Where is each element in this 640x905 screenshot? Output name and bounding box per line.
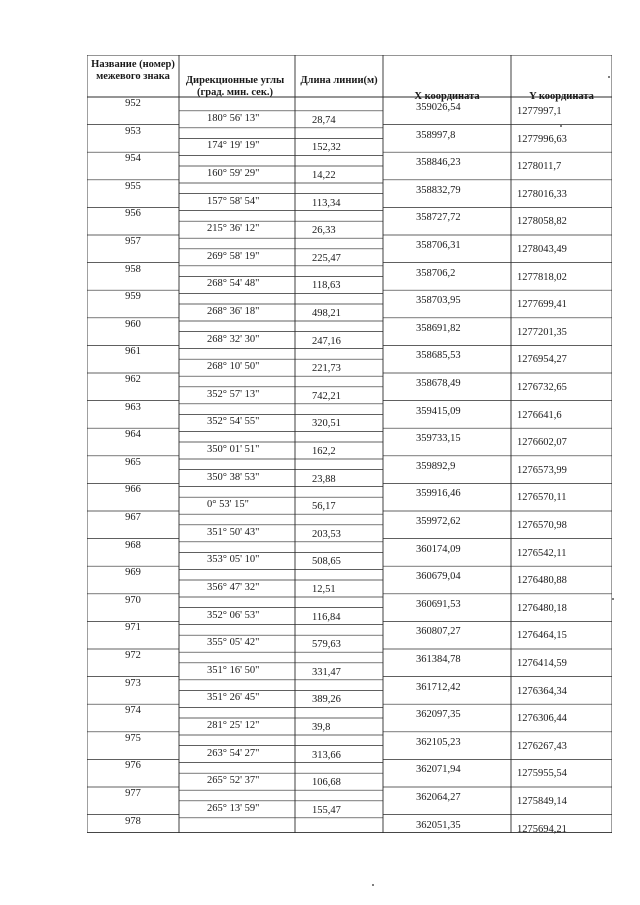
- point-y-coordinate: 1278058,82: [517, 216, 567, 228]
- point-x-coordinate: 359972,62: [416, 516, 461, 527]
- segment-angle: 351° 50' 43": [207, 526, 260, 538]
- point-name: 965: [125, 456, 141, 468]
- segment-length: 742,21: [312, 390, 341, 402]
- point-x-coordinate: 358706,31: [416, 240, 461, 251]
- segment-angle: 263° 54' 27": [207, 747, 260, 759]
- point-name: 960: [125, 318, 141, 330]
- header-angles: Дирекционные углы (град. мин. сек.): [185, 75, 285, 98]
- segment-angle: 352° 06' 53": [207, 609, 260, 621]
- point-x-coordinate: 360807,27: [416, 626, 461, 638]
- point-y-coordinate: 1277818,02: [517, 271, 567, 283]
- point-name: 973: [125, 677, 141, 689]
- point-y-coordinate: 1276480,88: [517, 575, 567, 587]
- segment-angle: 215° 36' 12": [207, 223, 260, 235]
- point-name: 958: [125, 263, 141, 275]
- segment-length: 113,34: [312, 197, 341, 209]
- segment-angle: 352° 57' 13": [207, 388, 260, 400]
- point-x-coordinate: 359415,09: [416, 405, 461, 417]
- point-name: 962: [125, 374, 141, 385]
- point-y-coordinate: 1276414,59: [517, 658, 567, 669]
- point-y-coordinate: 1276306,44: [517, 713, 567, 725]
- boundary-coordinates-table: [87, 55, 612, 850]
- point-y-coordinate: 1276570,11: [517, 492, 567, 504]
- point-x-coordinate: 361712,42: [416, 681, 461, 693]
- point-x-coordinate: 362097,35: [416, 709, 461, 721]
- point-y-coordinate: 1275694,21: [517, 823, 567, 835]
- point-name: 955: [125, 180, 141, 192]
- segment-length: 118,63: [312, 280, 341, 292]
- point-x-coordinate: 362071,94: [416, 764, 461, 776]
- point-name: 969: [125, 567, 141, 579]
- point-y-coordinate: 1275849,14: [517, 796, 567, 807]
- segment-angle: 350° 38' 53": [207, 471, 260, 483]
- scan-speck: [608, 76, 610, 78]
- segment-angle: 352° 54' 55": [207, 416, 260, 428]
- point-y-coordinate: 1276464,15: [517, 630, 567, 642]
- point-name: 971: [125, 622, 141, 634]
- point-y-coordinate: 1278016,33: [517, 188, 567, 200]
- point-y-coordinate: 1276480,18: [517, 602, 567, 614]
- segment-length: 28,74: [312, 114, 336, 126]
- point-x-coordinate: 359892,9: [416, 460, 456, 472]
- segment-length: 39,8: [312, 722, 331, 733]
- segment-length: 579,63: [312, 639, 341, 651]
- segment-length: 116,84: [312, 611, 341, 623]
- scan-speck: [372, 884, 374, 886]
- segment-length: 155,47: [312, 804, 341, 816]
- segment-length: 12,51: [312, 584, 336, 595]
- segment-angle: 350° 01' 51": [207, 444, 260, 455]
- point-name: 972: [125, 650, 141, 661]
- point-x-coordinate: 362064,27: [416, 792, 461, 803]
- point-name: 970: [125, 594, 141, 606]
- segment-angle: 268° 10' 50": [207, 361, 260, 373]
- segment-angle: 174° 19' 19": [207, 140, 260, 152]
- point-name: 956: [125, 208, 141, 220]
- segment-angle: 281° 25' 12": [207, 720, 260, 731]
- point-y-coordinate: 1276602,07: [517, 437, 567, 449]
- segment-angle: 269° 58' 19": [207, 250, 260, 262]
- point-name: 954: [125, 153, 141, 165]
- segment-angle: 353° 05' 10": [207, 554, 260, 566]
- point-y-coordinate: 1277997,1: [517, 106, 562, 117]
- point-x-coordinate: 358846,23: [416, 157, 461, 169]
- point-x-coordinate: 358997,8: [416, 129, 456, 141]
- point-x-coordinate: 359733,15: [416, 433, 461, 445]
- point-x-coordinate: 362051,35: [416, 819, 461, 831]
- segment-length: 331,47: [312, 666, 341, 678]
- segment-angle: 351° 16' 50": [207, 664, 260, 676]
- point-name: 977: [125, 788, 141, 799]
- segment-length: 14,22: [312, 170, 336, 181]
- point-name: 963: [125, 401, 141, 413]
- segment-length: 225,47: [312, 252, 341, 264]
- segment-angle: 268° 36' 18": [207, 306, 260, 317]
- point-name: 974: [125, 705, 141, 717]
- scan-speck: [612, 598, 614, 600]
- point-name: 953: [125, 125, 141, 137]
- point-x-coordinate: 359916,46: [416, 488, 461, 500]
- point-name: 959: [125, 291, 141, 303]
- point-y-coordinate: 1275955,54: [517, 768, 567, 780]
- point-x-coordinate: 358832,79: [416, 184, 461, 196]
- point-x-coordinate: 358727,72: [416, 212, 461, 224]
- point-name: 968: [125, 539, 141, 551]
- segment-length: 508,65: [312, 556, 341, 568]
- segment-angle: 268° 32' 30": [207, 333, 260, 345]
- segment-angle: 351° 26' 45": [207, 692, 260, 704]
- point-y-coordinate: 1276542,11: [517, 547, 567, 559]
- segment-length: 247,16: [312, 335, 341, 347]
- point-x-coordinate: 358678,49: [416, 378, 461, 389]
- segment-angle: 180° 56' 13": [207, 112, 260, 124]
- point-y-coordinate: 1276954,27: [517, 354, 567, 366]
- segment-length: 313,66: [312, 749, 341, 761]
- segment-length: 23,88: [312, 473, 336, 485]
- header-length: Длина линии(м): [300, 75, 378, 86]
- segment-length: 26,33: [312, 225, 336, 237]
- point-y-coordinate: 1276573,99: [517, 464, 567, 476]
- point-x-coordinate: 359026,54: [416, 102, 461, 113]
- point-name: 976: [125, 760, 141, 772]
- point-x-coordinate: 360174,09: [416, 543, 461, 555]
- segment-angle: 355° 05' 42": [207, 637, 260, 649]
- point-y-coordinate: 1276732,65: [517, 382, 567, 393]
- table-grid: [87, 55, 612, 850]
- point-y-coordinate: 1276641,6: [517, 409, 562, 421]
- point-name: 964: [125, 429, 141, 441]
- segment-length: 389,26: [312, 694, 341, 706]
- point-x-coordinate: 360691,53: [416, 598, 461, 610]
- point-y-coordinate: 1278011,7: [517, 161, 562, 173]
- point-x-coordinate: 358691,82: [416, 322, 461, 334]
- segment-length: 152,32: [312, 142, 341, 154]
- header-y: Y координата: [529, 91, 594, 102]
- point-name: 957: [125, 236, 141, 247]
- segment-angle: 265° 13' 59": [207, 802, 260, 814]
- point-name: 975: [125, 732, 141, 744]
- point-x-coordinate: 362105,23: [416, 736, 461, 748]
- point-y-coordinate: 1277201,35: [517, 326, 567, 338]
- point-y-coordinate: 1277699,41: [517, 299, 567, 311]
- point-name: 967: [125, 512, 141, 523]
- segment-angle: 160° 59' 29": [207, 168, 260, 179]
- segment-angle: 356° 47' 32": [207, 582, 260, 593]
- point-name: 966: [125, 484, 141, 496]
- segment-length: 162,2: [312, 446, 336, 457]
- point-x-coordinate: 361384,78: [416, 654, 461, 665]
- segment-length: 56,17: [312, 501, 336, 513]
- scan-speck: [560, 125, 562, 127]
- segment-length: 203,53: [312, 528, 341, 540]
- point-x-coordinate: 360679,04: [416, 571, 461, 583]
- point-y-coordinate: 1278043,49: [517, 244, 567, 255]
- segment-length: 498,21: [312, 308, 341, 319]
- segment-angle: 0° 53' 15": [207, 499, 249, 511]
- point-x-coordinate: 358703,95: [416, 295, 461, 307]
- segment-angle: 265° 52' 37": [207, 775, 260, 787]
- segment-angle: 157° 58' 54": [207, 195, 260, 207]
- point-name: 961: [125, 346, 141, 358]
- point-y-coordinate: 1276267,43: [517, 740, 567, 752]
- point-x-coordinate: 358706,2: [416, 267, 456, 279]
- segment-length: 320,51: [312, 418, 341, 430]
- point-y-coordinate: 1276364,34: [517, 685, 567, 697]
- segment-length: 106,68: [312, 777, 341, 789]
- point-x-coordinate: 358685,53: [416, 350, 461, 362]
- point-y-coordinate: 1276570,98: [517, 520, 567, 531]
- segment-length: 221,73: [312, 363, 341, 375]
- header-name: Название (номер) межевого знака: [91, 59, 175, 82]
- point-name: 978: [125, 815, 141, 827]
- segment-angle: 268° 54' 48": [207, 278, 260, 290]
- header-x: X координата: [414, 91, 480, 102]
- point-y-coordinate: 1277996,63: [517, 133, 567, 145]
- point-name: 952: [125, 98, 141, 109]
